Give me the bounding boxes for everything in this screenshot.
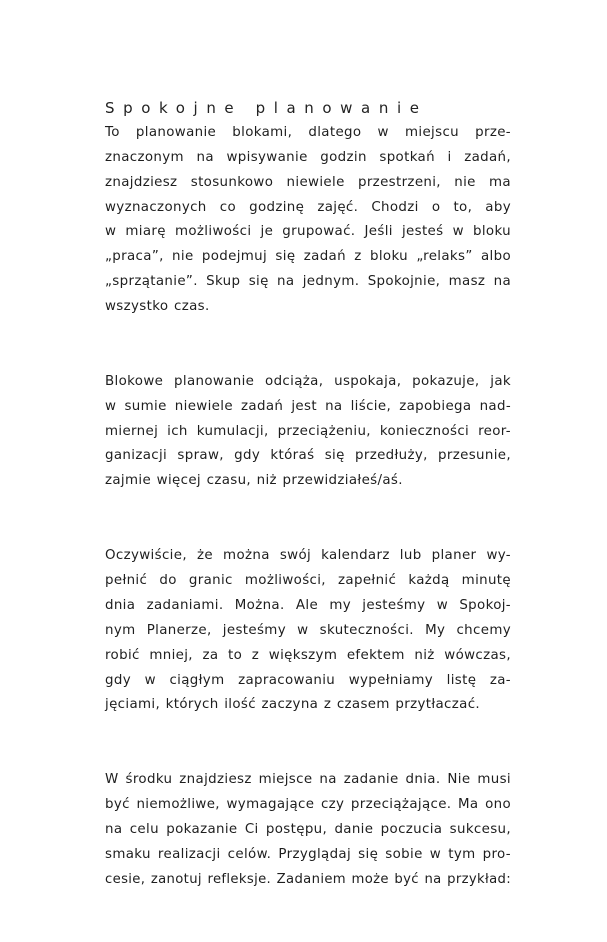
paragraph [105, 544, 511, 718]
paragraph-line: wszystko czas. [105, 299, 210, 315]
document-body [105, 121, 511, 893]
paragraph-line: być niemożliwe, wymagające czy przeciążające. Ma ono [105, 796, 511, 812]
paragraph-line: pełnić do granic możliwości, zapełnić każdą minutę [105, 572, 511, 588]
paragraph-line: Blokowe planowanie odciąża, uspokaja, pokazuje, jak [105, 373, 511, 389]
paragraph-line: miernej ich kumulacji, przeciążeniu, konieczności reor- [105, 423, 511, 439]
paragraph-line: Oczywiście, że można swój kalendarz lub planer wy- [105, 548, 511, 564]
paragraph-line: nym Planerze, jesteśmy w skuteczności. My chcemy [105, 622, 511, 638]
paragraph-line: „praca”, nie podejmuj się zadań z bloku „relaks” albo [105, 249, 511, 265]
paragraph-line: „sprzątanie”. Skup się na jednym. Spokojnie, masz na [105, 274, 511, 290]
paragraph-line: w sumie niewiele zadań jest na liście, zapobiega nad- [105, 398, 511, 414]
paragraph-line: robić mniej, za to z większym efektem niż wówczas, [105, 647, 511, 663]
paragraph-line: jęciami, których ilość zaczyna z czasem przytłaczać. [105, 697, 481, 713]
paragraph [105, 121, 511, 320]
paragraph-line: wyznaczonych co godzinę zajęć. Chodzi o to, aby [105, 199, 511, 215]
paragraph-line: zajmie więcej czasu, niż przewidziałeś/aś. [105, 473, 403, 489]
document-title: Spokojne planowanie [105, 99, 428, 117]
paragraph-line: smaku realizacji celów. Przyglądaj się sobie w tym pro- [105, 846, 511, 862]
paragraph-line: w miarę możliwości je grupować. Jeśli jesteś w bloku [105, 224, 511, 240]
paragraph-line: cesie, zanotuj refleksje. Zadaniem może być na przykład: [105, 871, 512, 887]
paragraph-line: znajdziesz stosunkowo niewiele przestrzeni, nie ma [105, 174, 511, 190]
paragraph-line: To planowanie blokami, dlatego w miejscu prze- [105, 124, 511, 140]
paragraph-line: znaczonym na wpisywanie godzin spotkań i zadań, [105, 149, 511, 165]
paragraph-line: ganizacji spraw, gdy któraś się przedłuży, przesunie, [105, 448, 511, 464]
paragraph-line: na celu pokazanie Ci postępu, danie poczucia sukcesu, [105, 821, 511, 837]
paragraph-line: dnia zadaniami. Można. Ale my jesteśmy w Spokoj- [105, 597, 511, 613]
paragraph-line: gdy w ciągłym zapracowaniu wypełniamy listę za- [105, 672, 511, 688]
paragraph-line: W środku znajdziesz miejsce na zadanie dnia. Nie musi [105, 772, 511, 788]
paragraph [105, 768, 511, 892]
paragraph [105, 370, 511, 494]
document-page [105, 96, 511, 942]
